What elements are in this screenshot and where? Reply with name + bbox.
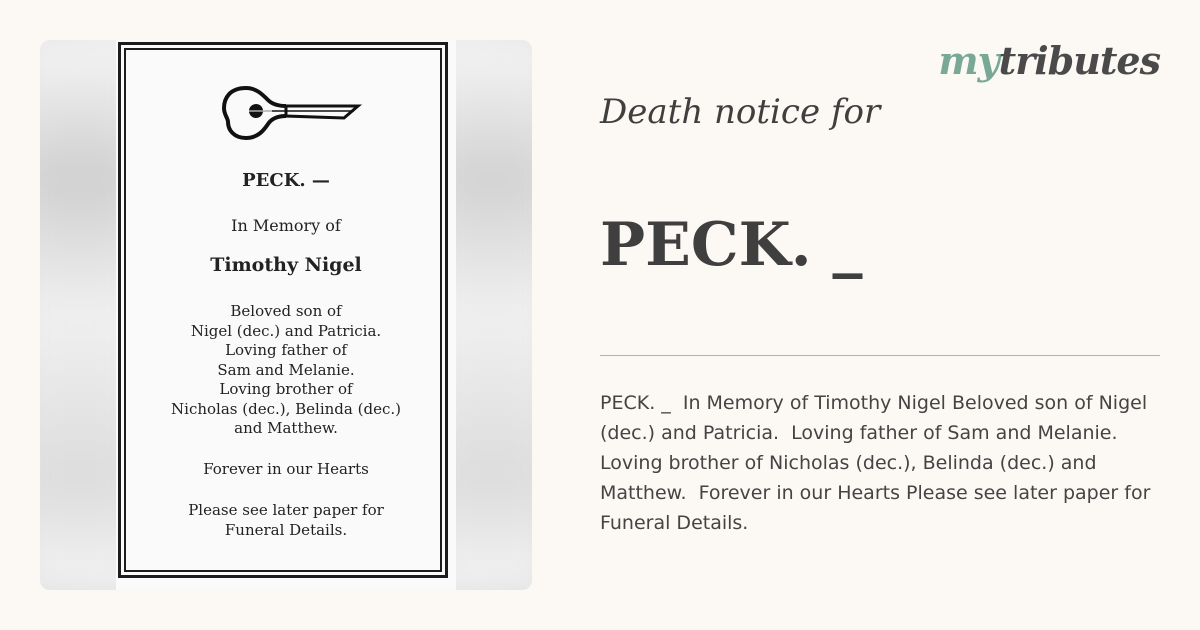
notice-line: Sam and Melanie. [217, 360, 355, 379]
page-subtitle: Death notice for [600, 92, 881, 132]
death-notice-image [40, 40, 532, 590]
logo-part-my: my [938, 38, 999, 83]
notice-later-line: Please see later paper for [188, 501, 384, 519]
guitar-icon [216, 82, 366, 144]
notice-description: PECK. _ In Memory of Timothy Nigel Beloved son of Nigel (dec.) and Patricia. Loving father of Sam and Melanie. Loving brother of Nicholas (dec.), Belinda (dec.) and Matthew. Forever in our Hearts Please see later paper for Funeral Details. [600, 392, 1157, 534]
notice-memory: In Memory of [231, 216, 341, 235]
mytributes-logo[interactable] [938, 38, 1160, 83]
logo-part-tributes: tributes [998, 38, 1160, 83]
notice-line: Loving father of [225, 341, 347, 359]
notice-card [116, 40, 456, 590]
notice-line: Loving brother of [219, 380, 353, 398]
notice-line: Nigel (dec.) and Patricia. [190, 321, 382, 340]
notice-line: and Matthew. [234, 419, 338, 437]
notice-line: Nicholas (dec.), Belinda (dec.) [171, 399, 401, 418]
notice-later-line: Funeral Details. [224, 521, 348, 539]
notice-lines [124, 302, 448, 439]
notice-line: Beloved son of [230, 302, 342, 320]
notice-name: Timothy Nigel [210, 254, 362, 276]
divider [600, 355, 1160, 356]
notice-forever: Forever in our Hearts [203, 460, 369, 478]
page-title: PECK. _ [600, 210, 863, 280]
notice-later [124, 500, 448, 540]
notice-heading: PECK. — [242, 170, 330, 191]
